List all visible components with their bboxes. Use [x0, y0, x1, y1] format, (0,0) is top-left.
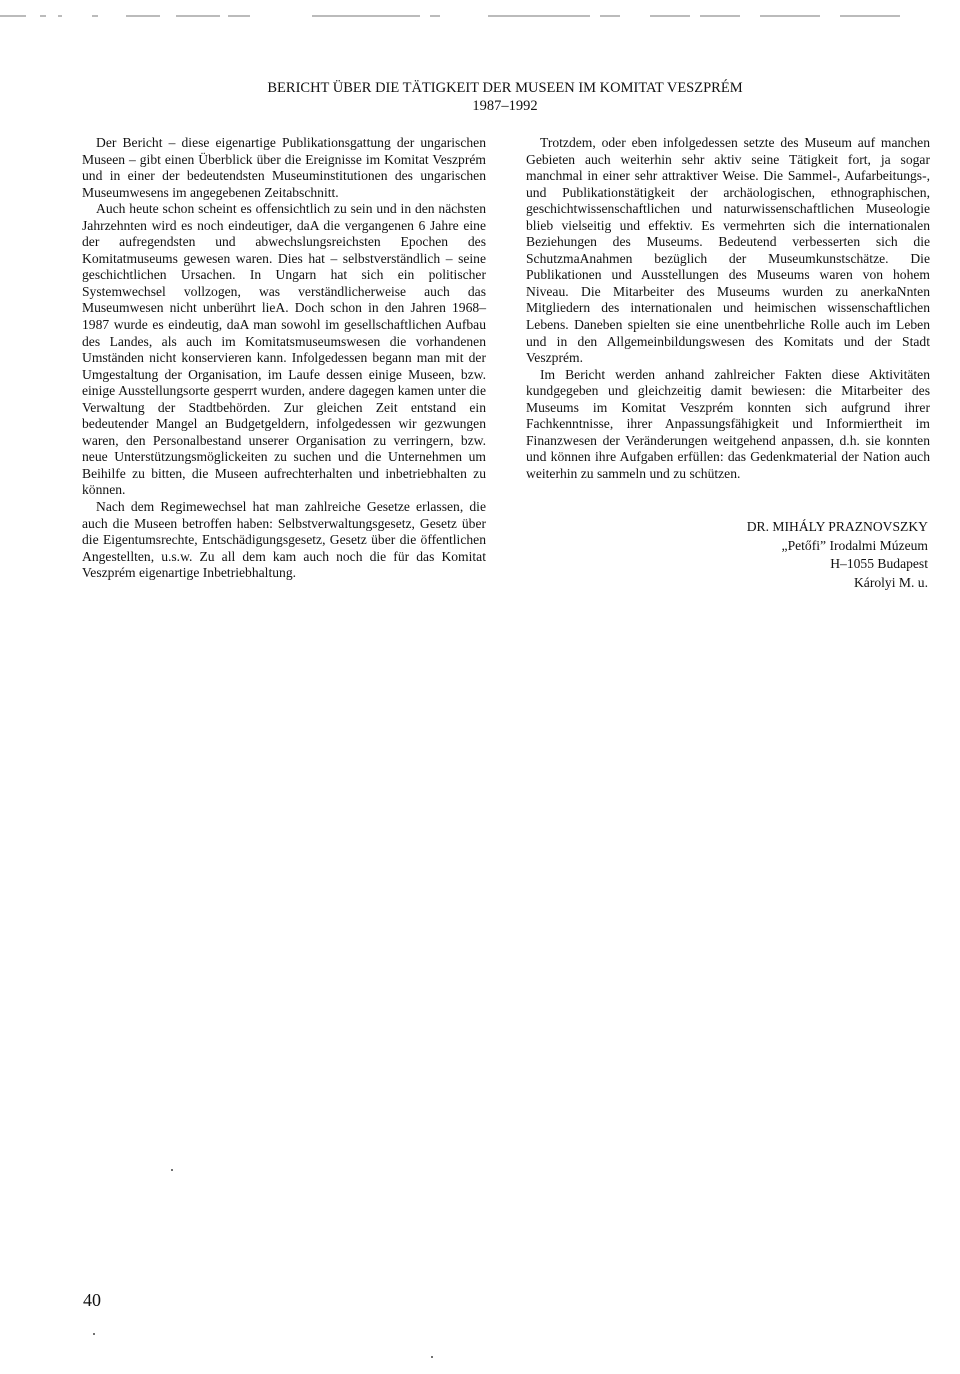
right-column [526, 135, 930, 482]
left-column [82, 135, 486, 582]
paragraph: Auch heute schon scheint es offensichtlich zu sein und in den nächsten Jahrzehnten wird es noch eindeutiger, daA die vergangenen 6 Jahre eine der aufregendsten und abwechslungsreichsten Epochen des Komitatmuseums gewesen waren. Dies hat – selbstverständlich – seine geschichtlichen Ursachen. In Ungarn hat sich ein politischer Systemwechsel vollzogen, was verständlicherweise auch das Museumwesen nicht unberührt lieA. Doch schon in den Jahren 1968–1987 wurde es eindeutig, daA man sowohl im gesellschaftlichen Aufbau des Landes, als auch im Komitatsmuseumswesen die vorhandenen Umständen nicht konservieren kann. Infolgedessen begann man mit der Umgestaltung der Organisation, im Laufe dessen einige Museen, bzw. einige Ausstellungsorte gesperrt wurden, andere dagegen kamen unter die Verwaltung der Stadtbehörden. Zur gleichen Zeit entstand ein bedeutender Mangel an Budgetgeldern, infolgedessen wir gezwungen waren, den Personalbestand unserer Organisation zu verringern, bzw. neue Unterstützungsmöglickeiten zu suchen und die Unternehmen um Beihilfe zu bitten, die Museen aufrechterhalten und inbetriebhalten zu können. [82, 201, 486, 498]
page-subtitle: 1987–1992 [472, 98, 538, 114]
author-name: DR. MIHÁLY PRAZNOVSZKY [746, 519, 928, 534]
author-institution: „Petőfi” Irodalmi Múzeum [781, 537, 928, 553]
scan-artifact-line [0, 12, 960, 22]
scan-speck [171, 1169, 173, 1171]
paragraph: Nach dem Regimewechsel hat man zahlreiche Gesetze erlassen, die auch die Museen betroffen haben: Selbstverwaltungsgesetz, Gesetz über die Eigentumsrechte, Entschädigungsgesetz, Gesetz über die öffentlichen Angestellten, u.s.w. Zu all dem kam auch noch die für das Komitat Veszprém eigenartige Inbetriebhaltung. [82, 499, 486, 581]
author-city: H–1055 Budapest [830, 556, 928, 571]
page-number: 40 [83, 1290, 101, 1310]
signature-block [747, 518, 928, 592]
scan-speck [431, 1356, 433, 1358]
header [0, 80, 960, 115]
paragraph: Der Bericht – diese eigenartige Publikationsgattung der ungarischen Museen – gibt einen Überblick über die Ereignisse im Komitat Veszprém und in einer der bedeutendsten Museuminstitutionen des ungarischen Museumwesens im angegebenen Zeitabschnitt. [82, 135, 486, 200]
author-street: Károlyi M. u. [853, 574, 928, 590]
scan-speck [93, 1333, 95, 1335]
paragraph: Trotzdem, oder eben infolgedessen setzte des Museum auf manchen Gebieten auch weiterhin sehr aktiv seine Tätigkeit fort, ja sogar manchmal in einer sehr attraktiver Weise. Die Sammel-, Aufarbeitungs-, und Publikationstätigkeit der archäologischen, ethnographischen, geschichtwissenschaftlichen und naturwissenschaftlichen Museologie blieb vielseitig und effektiv. Es vermehrten sich die internationalen Beziehungen des Museums. Bedeutend verbesserten sich die SchutzmaAnahmen bezüglich der Museumkunstschätze. Die Publikationen und Ausstellungen des Museums waren von hohem Niveau. Die Mitarbeiter des Museums wurden zu anerkaNnten Mitgliedern des internationalen und heimischen wissenschaftlichen Lebens. Daneben spielten sie eine unentbehrliche Rolle auch im Leben und in den Allgemeinbildungswesen des Komitats und der Stadt Veszprém. [526, 135, 930, 366]
page-title: BERICHT ÜBER DIE TÄTIGKEIT DER MUSEEN IM KOMITAT VESZPRÉM [267, 80, 743, 96]
paragraph: Im Bericht werden anhand zahlreicher Fakten diese Aktivitäten kundgegeben und gleichzeitig damit bewiesen: die Mitarbeiter des Museums im Komitat Veszprém konnten sich aufgrund ihrer Fachkenntnisse, ihrer Anpassungsfähigkeit und Informiertheit im Finanzwesen der Veränderungen weitgehend anpassen, d.h. sie konnten und können ihre Aufgaben erfüllen: das Gedenkmaterial der Nation auch weiterhin zu sammeln und zu schützen. [526, 366, 930, 481]
